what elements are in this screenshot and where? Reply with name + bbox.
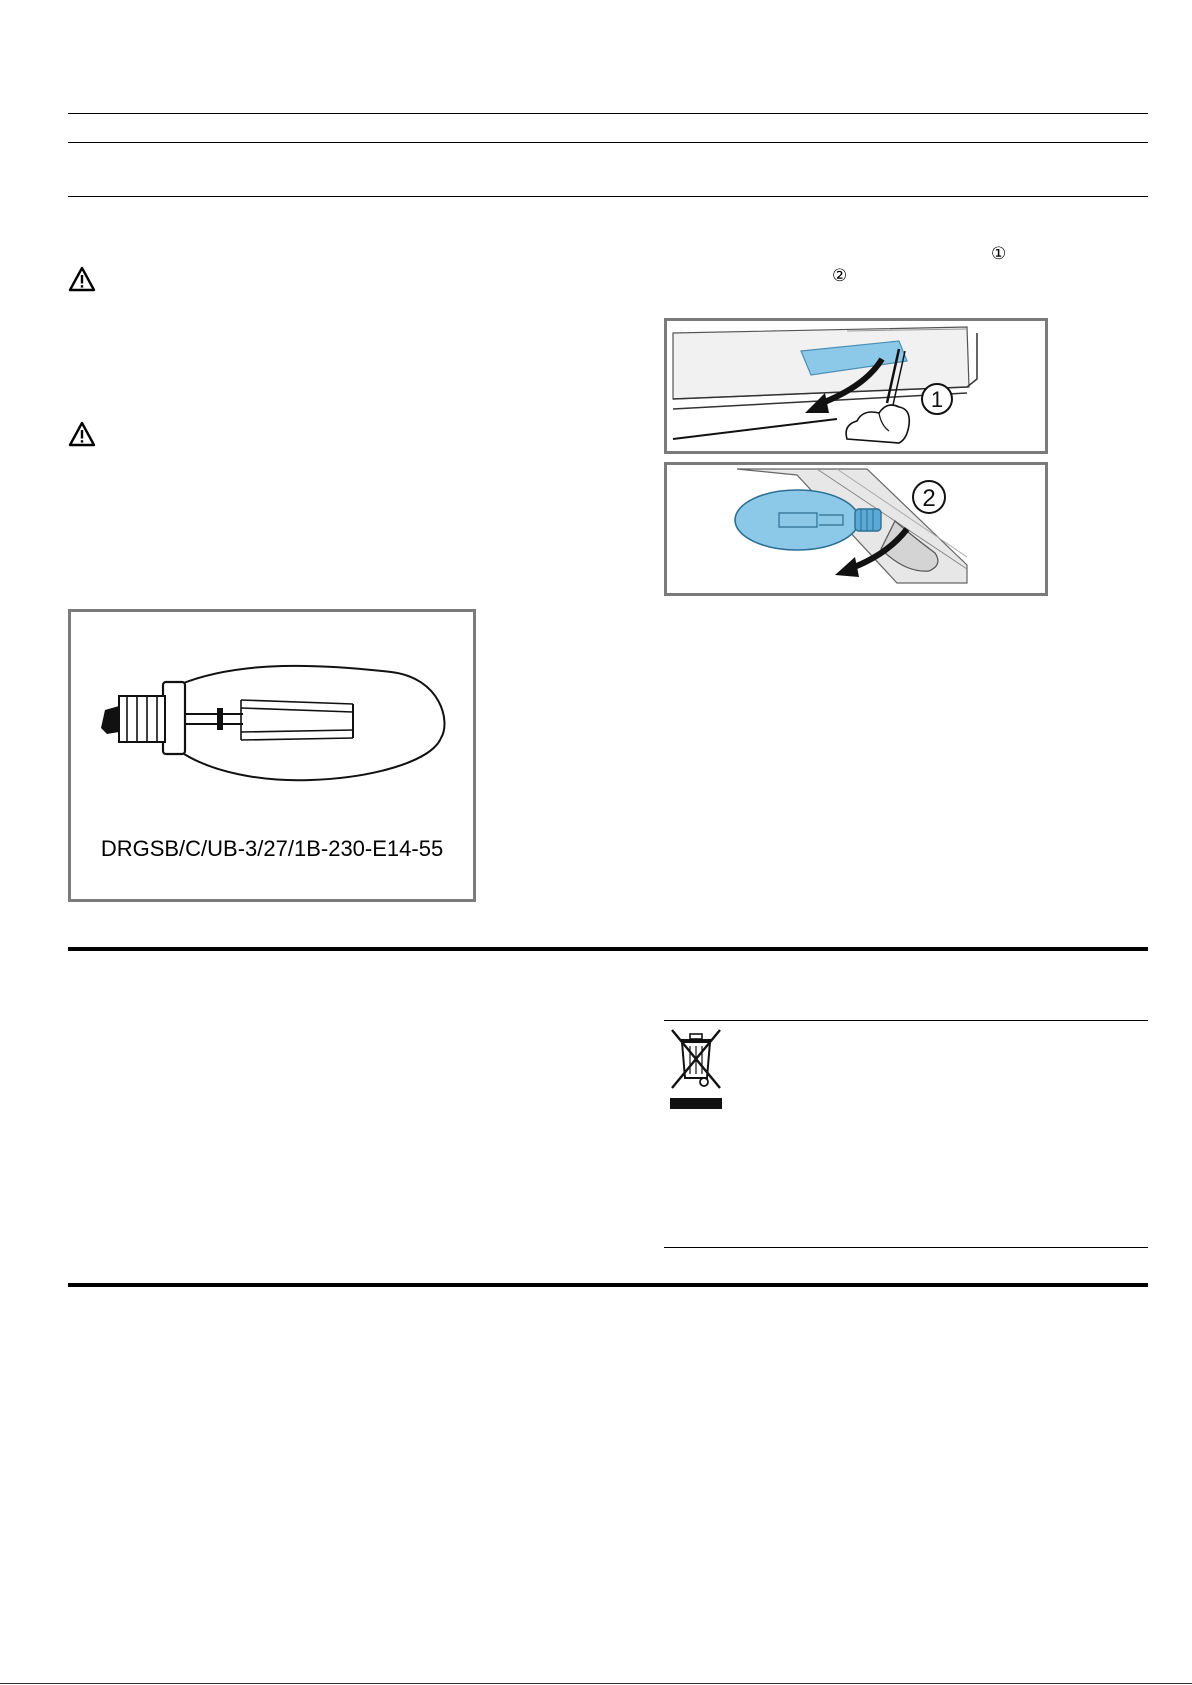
remove-bulb-figure bbox=[664, 462, 1048, 596]
remove-cover-figure bbox=[664, 318, 1048, 454]
step-marker-2: ② bbox=[832, 266, 848, 286]
disposal-rule-bottom bbox=[664, 1247, 1148, 1248]
callout-1: 1 bbox=[930, 387, 944, 412]
crossed-out-wheelie-bin-icon bbox=[666, 1026, 726, 1110]
section-rule-1 bbox=[68, 947, 1148, 951]
unscrew-bulb-illustration bbox=[667, 465, 1045, 593]
warning-triangle-icon bbox=[68, 421, 96, 447]
bulb-spec-caption: DRGSB/C/UB-3/27/1B-230-E14-55 bbox=[100, 836, 444, 861]
screwdriver-pry-cover-illustration bbox=[667, 321, 1045, 451]
header-rule-bottom bbox=[68, 196, 1148, 197]
section-rule-2 bbox=[68, 1283, 1148, 1287]
footer-rule bbox=[0, 1683, 1192, 1684]
candle-bulb-e14-illustration bbox=[71, 612, 473, 832]
callout-2: 2 bbox=[922, 485, 936, 512]
bulb-spec-figure bbox=[68, 609, 476, 902]
header-rule-middle bbox=[68, 142, 1148, 143]
disposal-rule-top bbox=[664, 1020, 1148, 1021]
step-marker-1: ① bbox=[991, 244, 1007, 264]
header-rule-top bbox=[68, 113, 1148, 114]
warning-triangle-icon bbox=[68, 266, 96, 292]
